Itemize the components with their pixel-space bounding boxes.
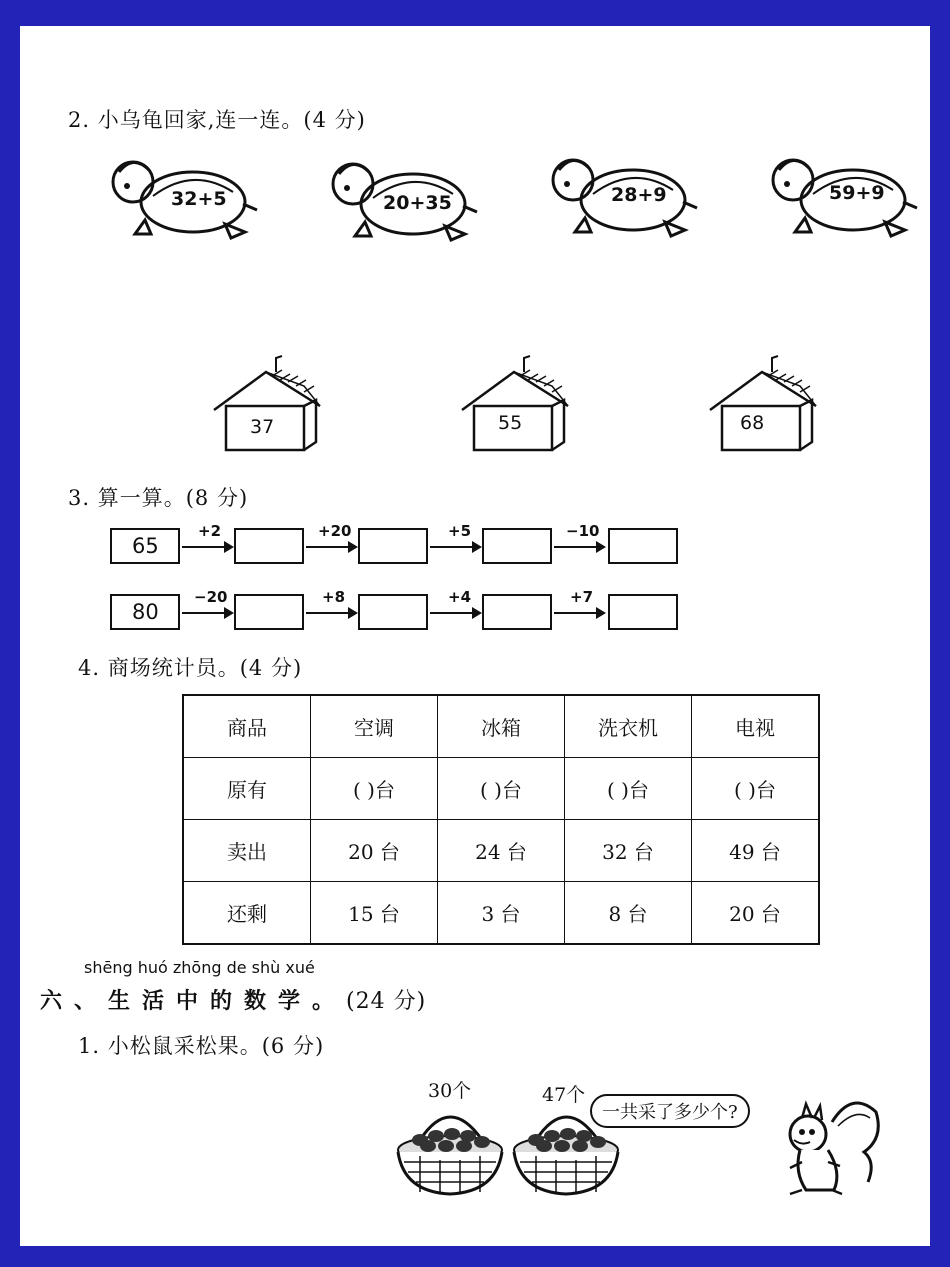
basket-2-label: 47个 [542,1084,586,1106]
q2-title: 2. 小乌龟回家,连一连。(4 分) [68,108,366,132]
fill-in-cell[interactable]: ( )台 [311,758,438,820]
statistics-table [182,694,820,945]
answer-box[interactable] [482,594,552,630]
answer-box[interactable] [608,528,678,564]
answer-box[interactable] [234,528,304,564]
turtle-expression: 20+35 [383,192,452,214]
answer-box[interactable] [608,594,678,630]
table-header-cell: 冰箱 [438,695,565,758]
row-label: 原有 [183,758,311,820]
table-cell: 20 台 [311,820,438,882]
operation-label: +2 [198,522,222,540]
turtle-expression: 59+9 [829,182,885,204]
arrow-icon [182,612,232,614]
arrow-icon [430,612,480,614]
table-row [183,882,819,945]
operation-label: +8 [322,588,346,606]
section-pinyin: shēng huó zhōng de shù xué [84,958,315,977]
q4-title: 4. 商场统计员。(4 分) [78,656,303,680]
q3-title: 3. 算一算。(8 分) [68,486,249,510]
basket-1-label: 30个 [428,1080,472,1102]
basket-icon [390,1100,510,1200]
table-cell: 49 台 [692,820,820,882]
fill-in-cell[interactable]: ( )台 [692,758,820,820]
table-cell: 3 台 [438,882,565,945]
answer-box[interactable] [234,594,304,630]
operation-label: +20 [318,522,352,540]
table-row [183,820,819,882]
turtle-4[interactable] [765,144,925,244]
table-cell: 15 台 [311,882,438,945]
worksheet-page [20,26,930,1246]
operation-label: +5 [448,522,472,540]
chain-start-box: 65 [110,528,180,564]
fill-in-cell[interactable]: ( )台 [438,758,565,820]
table-header-cell: 商品 [183,695,311,758]
house-icon [706,352,826,452]
speech-bubble: 一共采了多少个? [590,1094,750,1128]
row-label: 还剩 [183,882,311,945]
house-number: 68 [740,412,765,434]
turtle-2[interactable] [325,148,485,248]
arrow-icon [306,612,356,614]
house-number: 55 [498,412,523,434]
table-header-cell: 空调 [311,695,438,758]
table-cell: 24 台 [438,820,565,882]
answer-box[interactable] [358,594,428,630]
house-icon [458,352,578,452]
table-row [183,758,819,820]
squirrel-icon [772,1092,882,1202]
answer-box[interactable] [482,528,552,564]
table-header-row [183,695,819,758]
table-header-cell: 洗衣机 [565,695,692,758]
sec6-q1-title: 1. 小松鼠采松果。(6 分) [78,1034,325,1058]
turtle-3[interactable] [545,144,705,244]
arrow-icon [554,612,604,614]
table-cell: 20 台 [692,882,820,945]
arrow-icon [182,546,232,548]
house-number: 37 [250,416,275,438]
turtle-1[interactable] [105,146,265,246]
operation-label: +4 [448,588,472,606]
answer-box[interactable] [358,528,428,564]
operation-label: −10 [566,522,600,540]
operation-label: +7 [570,588,594,606]
section-score: (24 分) [346,989,427,1014]
house-1[interactable] [210,352,330,452]
fill-in-cell[interactable]: ( )台 [565,758,692,820]
house-3[interactable] [706,352,826,452]
arrow-icon [430,546,480,548]
row-label: 卖出 [183,820,311,882]
arrow-icon [306,546,356,548]
arrow-icon [554,546,604,548]
operation-label: −20 [194,588,228,606]
table-header-cell: 电视 [692,695,820,758]
turtle-expression: 28+9 [611,184,667,206]
table-cell: 32 台 [565,820,692,882]
section-title [40,984,426,1015]
house-2[interactable] [458,352,578,452]
chain-start-box: 80 [110,594,180,630]
turtle-expression: 32+5 [171,188,227,210]
section-title-text: 六、生活中的数学。 [40,988,347,1014]
table-cell: 8 台 [565,882,692,945]
